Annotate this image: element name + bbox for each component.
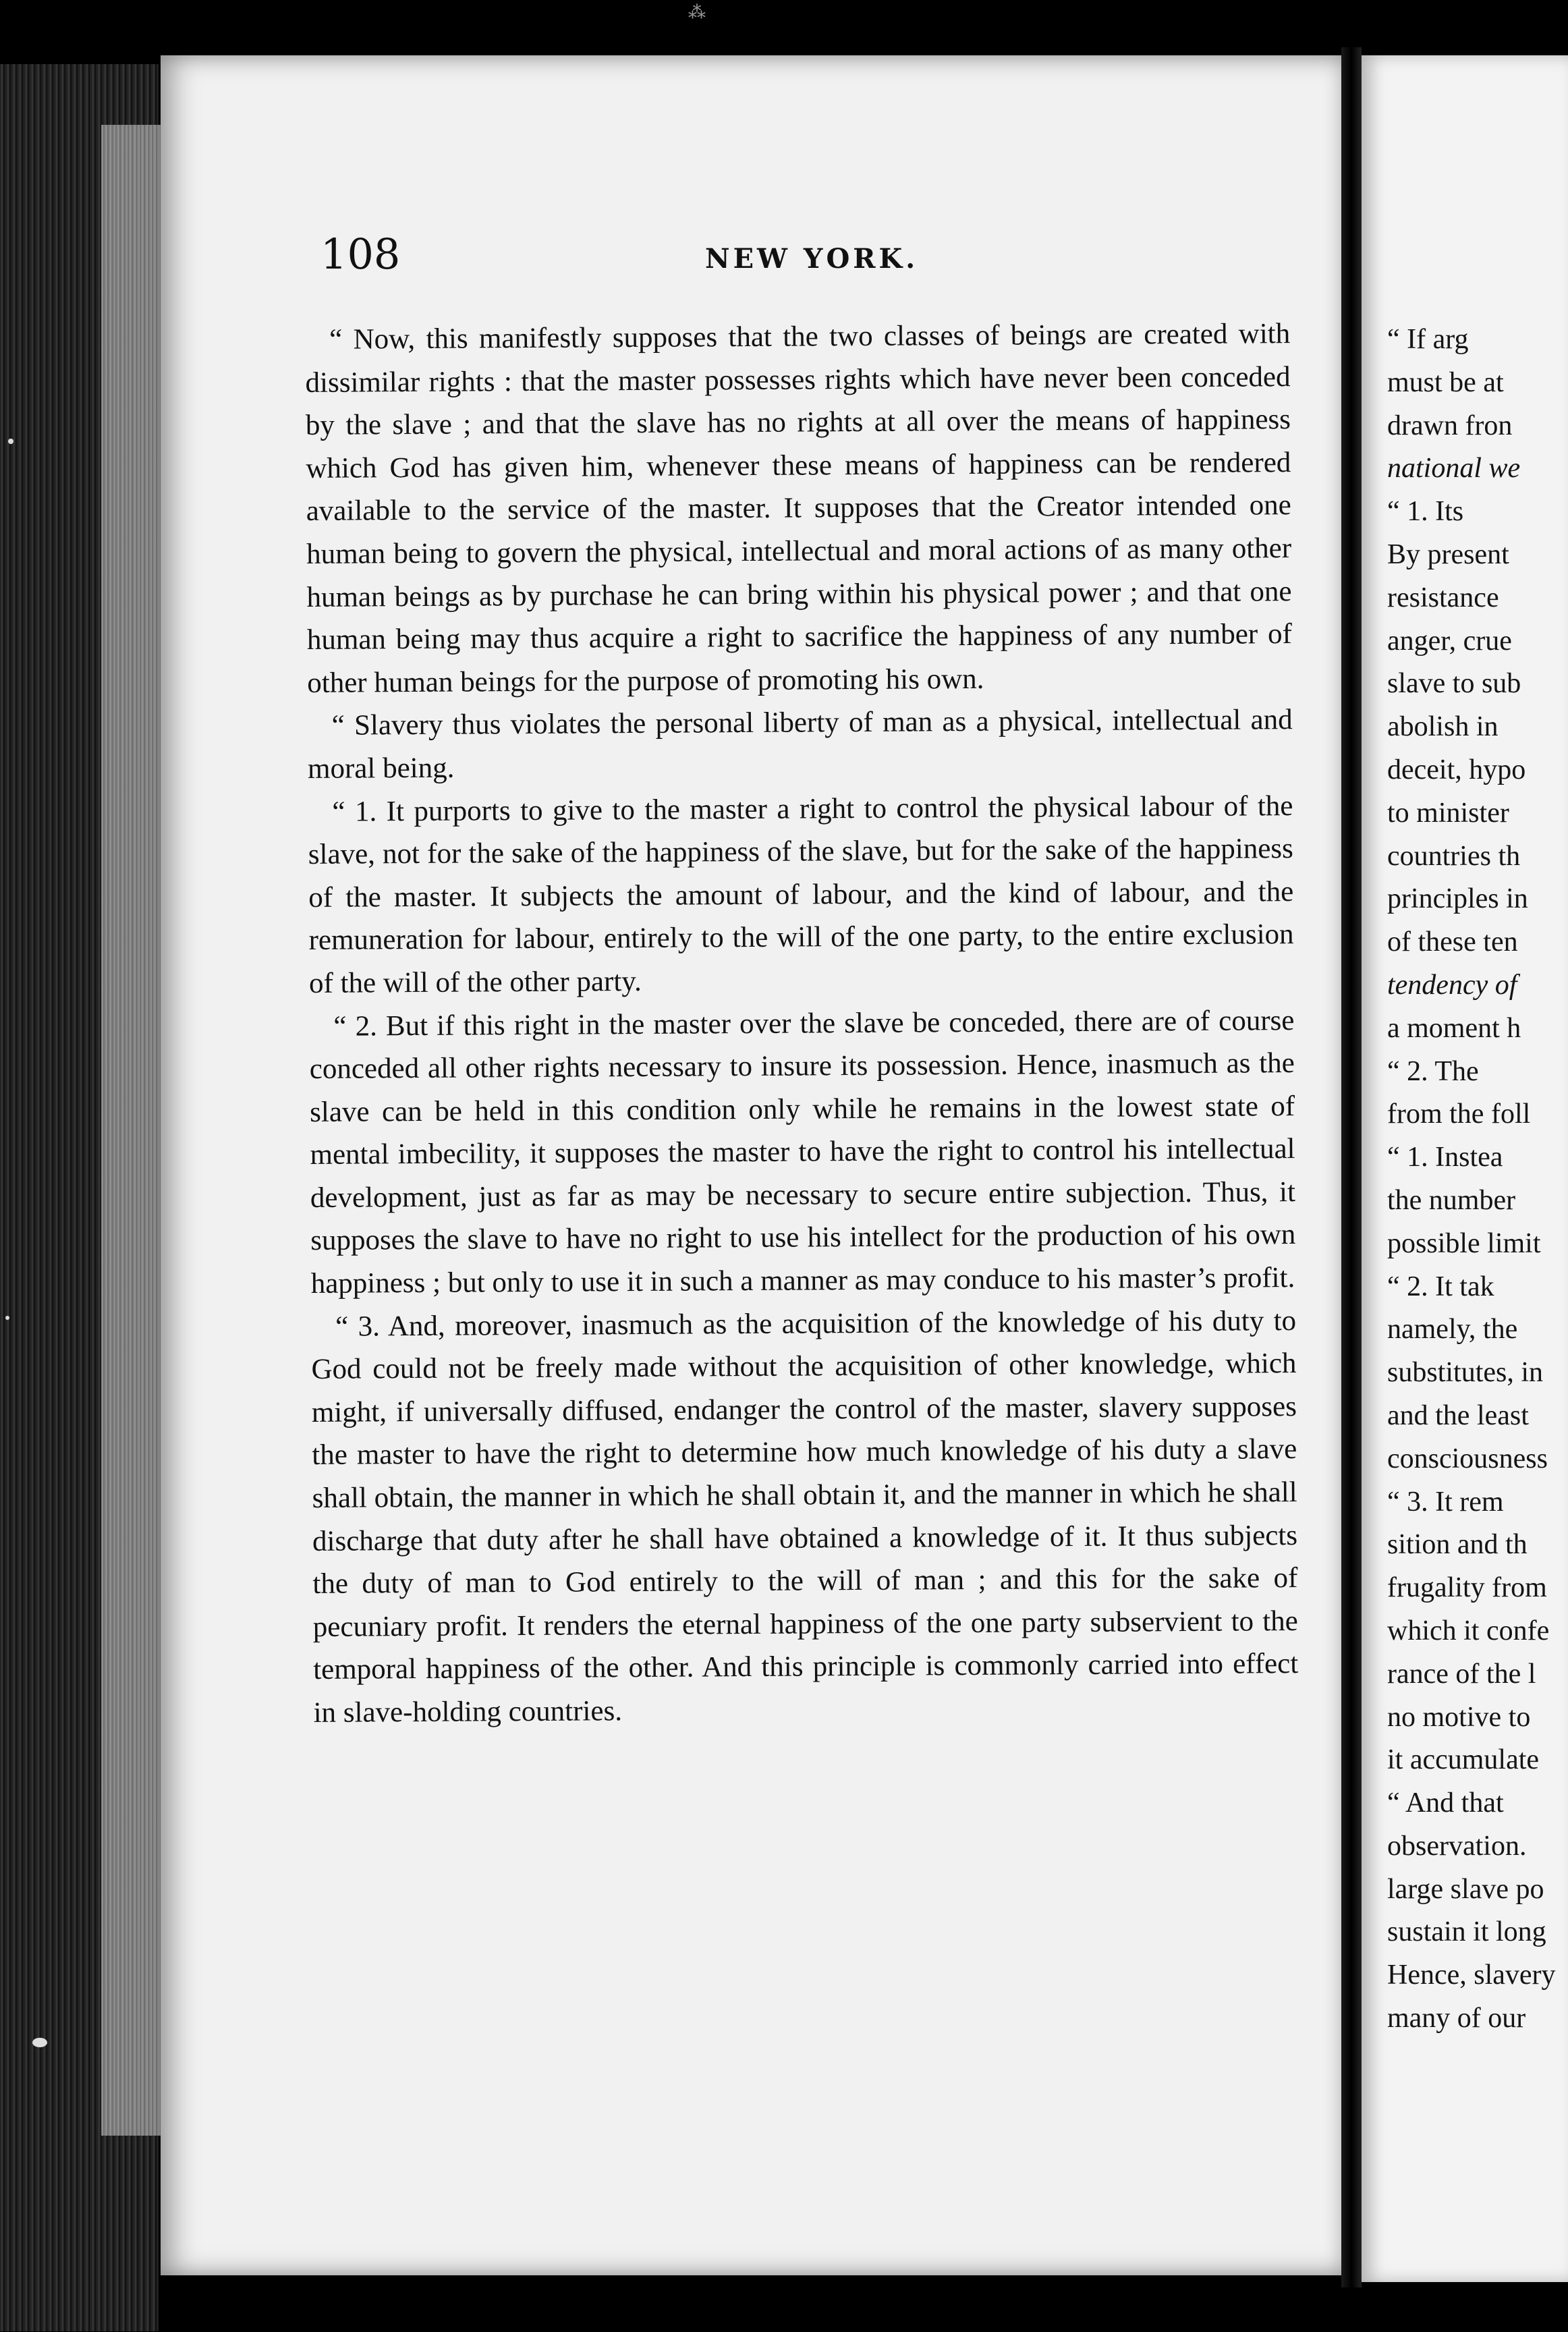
paragraph: “ Slavery thus violates the personal liberty of man as a physical, intellectual and moral being. — [307, 704, 1293, 785]
right-page-line: of these ten — [1387, 926, 1518, 958]
right-page-line: possible limit — [1387, 1227, 1541, 1259]
paragraph: “ 1. It purports to give to the master a right to control the physical labour of the slave, not for the sake of the happiness of the slave, but for the sake of the happiness of the master. It subjects the amount of labour, and the kind of labour, and the remuneration for labour, entirely to the will of the one party, to the entire exclusion of the will of the other party. — [308, 789, 1294, 999]
right-page-line: namely, the — [1387, 1314, 1518, 1345]
right-page-line: countries th — [1387, 840, 1521, 872]
paragraph: “ Now, this manifestly supposes that the two classes of beings are created with dissimilar rights : that the master possesses rights which have never been conceded by the slave ; and that the slave has no rights at all over the means of happiness which God has given him, whenever these means of happiness can be rendered available to the service of the master. It supposes that the Creator intended one human being to govern the physical, intellectual and moral actions of as many other human beings as by purchase he can bring within his physical power ; and that one human being may thus acquire a right to sacrifice the happiness of any number of other human beings for the purpose of promoting his own. — [305, 318, 1293, 699]
right-page-line: which it confe — [1387, 1615, 1550, 1646]
right-page-line: principles in — [1387, 883, 1528, 915]
right-page-line: many of our — [1387, 2003, 1526, 2034]
book-gutter — [1341, 47, 1362, 2287]
right-page-line: substitutes, in — [1387, 1357, 1544, 1389]
right-page-line: “ 1. Its — [1387, 496, 1464, 528]
right-page-line: By present — [1387, 538, 1509, 570]
running-head: NEW YORK. — [705, 243, 919, 275]
right-page-line: slave to sub — [1387, 668, 1521, 700]
right-page-text — [1387, 318, 1568, 2040]
right-page-line: observation. — [1387, 1830, 1527, 1862]
right-page-line: “ 2. It tak — [1387, 1271, 1494, 1302]
page-number: 108 — [320, 229, 401, 279]
right-page-line: national we — [1387, 453, 1521, 484]
right-page-line: tendency of — [1387, 969, 1517, 1001]
scan-speck — [5, 1316, 9, 1320]
right-page-line: abolish in — [1387, 711, 1499, 743]
scan-artifact-mark: ⁂ — [688, 3, 707, 23]
right-page-line: deceit, hypo — [1387, 754, 1526, 785]
scan-speck — [8, 439, 13, 444]
paragraph: “ 3. And, moreover, inasmuch as the acquisition of the knowledge of his duty to God could not be freely made without the acquisition of other knowledge, which might, if universally diffused, endanger the control of the master, slavery supposes the master to have the right to determine how much knowledge of his duty a slave shall obtain, the manner in which he shall obtain it, and the manner in which he shall discharge that duty after he shall have obtained a knowledge of it. It thus subjects the duty of man to God entirely to the will of man ; and this for the sake of pecuniary profit. It renders the eternal happiness of the one party subservient to the temporal happiness of the other. And this principle is commonly carried into effect in slave-holding countries. — [311, 1304, 1299, 1729]
paragraph: “ 2. But if this right in the master over the slave be conceded, there are of course conceded all other rights necessary to insure its possession. Hence, inasmuch as the slave can be held in this condition only while he remains in the lowest state of mental imbecility, it supposes the master to have the right to control his intellectual development, just as far as may be necessary to secure entire subjection. Thus, it supposes the slave to have no right to use his intellect for the production of his own happiness ; but only to use it in such a manner as may conduce to his master’s profit. — [309, 1004, 1296, 1300]
right-page-line: rance of the l — [1387, 1658, 1536, 1690]
right-page-line: sition and th — [1387, 1529, 1528, 1561]
page-edge-highlight — [101, 125, 162, 2136]
right-page-line: from the foll — [1387, 1099, 1531, 1130]
right-page-line: consciousness — [1387, 1443, 1548, 1474]
right-page-line: sustain it long — [1387, 1916, 1546, 1948]
right-page-line: drawn fron — [1387, 410, 1513, 441]
right-page-line: “ And that — [1387, 1787, 1504, 1819]
right-page-line: anger, crue — [1387, 625, 1512, 657]
right-page-line: “ If arg — [1387, 324, 1469, 355]
right-page-line: a moment h — [1387, 1012, 1521, 1044]
page-edge-stack — [0, 64, 159, 2331]
right-page-line: it accumulate — [1387, 1744, 1540, 1776]
right-page-line: “ 1. Instea — [1387, 1142, 1503, 1173]
right-page-line: to minister — [1387, 797, 1509, 829]
right-page-line: resistance — [1387, 582, 1499, 613]
right-page-line: the number — [1387, 1184, 1516, 1216]
right-page-line: “ 2. The — [1387, 1055, 1479, 1087]
body-text — [305, 312, 1301, 2059]
right-page-line: frugality from — [1387, 1572, 1547, 1604]
right-page-line: “ 3. It rem — [1387, 1486, 1504, 1518]
right-page-line: no motive to — [1387, 1701, 1531, 1733]
right-page-line: large slave po — [1387, 1873, 1544, 1905]
scan-speck — [32, 2038, 47, 2047]
right-page-line: and the least — [1387, 1399, 1529, 1431]
right-page-line: Hence, slavery — [1387, 1960, 1556, 1991]
right-page — [1362, 55, 1568, 2282]
right-page-line: must be at — [1387, 366, 1504, 398]
